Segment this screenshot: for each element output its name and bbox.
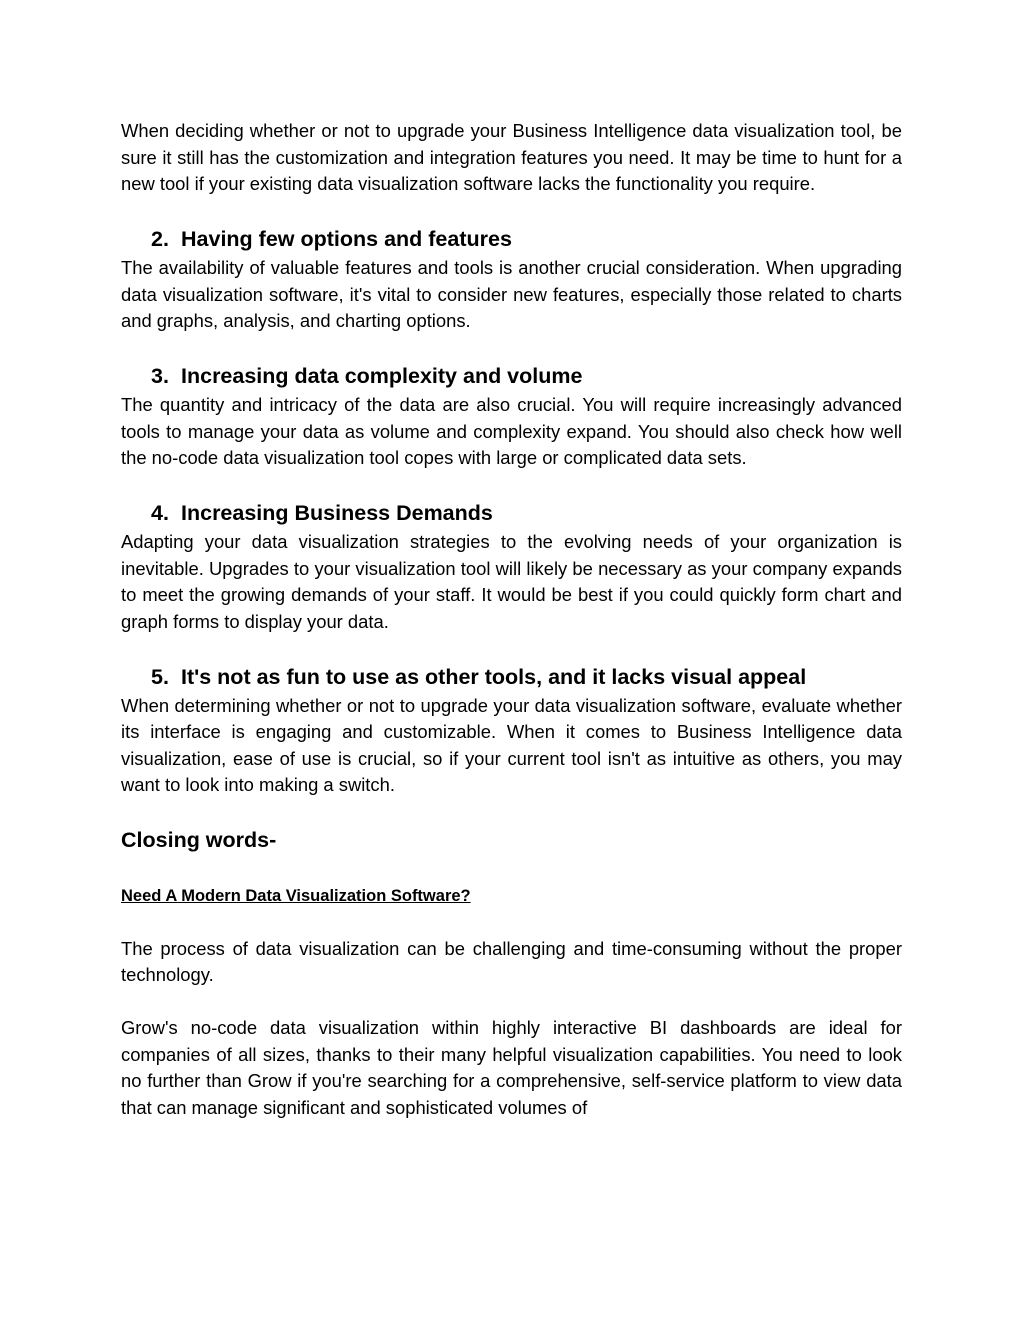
section-number: 4. — [151, 501, 169, 525]
section-title: Having few options and features — [181, 227, 512, 251]
closing-paragraph-1: The process of data visualization can be challenging and time-consuming without the proper technology. — [121, 937, 902, 985]
section-heading-4 — [121, 498, 902, 529]
closing-subheading: Need A Modern Data Visualization Software? — [121, 886, 471, 905]
section-number: 5. — [151, 664, 169, 689]
section-heading-3 — [121, 361, 902, 392]
section-title: It's not as fun to use as other tools, and it lacks visual appeal — [181, 664, 807, 689]
section-number: 3. — [151, 364, 169, 388]
intro-paragraph: When deciding whether or not to upgrade your Business Intelligence data visualization tool, be sure it still has the customization and integration features you need. It may be time to hunt for a new tool if your existing data visualization software lacks the functionality you require. — [121, 120, 902, 194]
section-body-3: The quantity and intricacy of the data are also crucial. You will require increasingly advanced tools to manage your data as volume and complexity expand. You should also check how well the no-code data visualization tool copes with large or complicated data sets. — [121, 394, 902, 468]
section-title: Increasing data complexity and volume — [181, 364, 583, 388]
section-title: Increasing Business Demands — [181, 501, 493, 525]
document-page — [121, 118, 902, 1121]
section-heading-5 — [121, 662, 902, 693]
section-body-2: The availability of valuable features and tools is another crucial consideration. When upgrading data visualization software, it's vital to consider new features, especially those related to charts and graphs, analysis, and charting options. — [121, 257, 902, 331]
section-number: 2. — [151, 227, 169, 251]
closing-paragraph-2: Grow's no-code data visualization within highly interactive BI dashboards are ideal for companies of all sizes, thanks to their many helpful visualization capabilities. You need to look no further than Grow if you're searching for a comprehensive, self-service platform to view data that can manage significant and sophisticated volumes of — [121, 1017, 902, 1118]
closing-heading: Closing words- — [121, 828, 277, 852]
section-body-4: Adapting your data visualization strategies to the evolving needs of your organization is inevitable. Upgrades to your visualization tool will likely be necessary as your company expands to meet the growing demands of your staff. It would be best if you could quickly form chart and graph forms to display your data. — [121, 531, 902, 632]
section-body-5: When determining whether or not to upgrade your data visualization software, evaluate whether its interface is engaging and customizable. When it comes to Business Intelligence data visualization, ease of use is crucial, so if your current tool isn't as intuitive as others, you may want to look into making a switch. — [121, 694, 902, 795]
section-heading-2 — [121, 224, 902, 255]
